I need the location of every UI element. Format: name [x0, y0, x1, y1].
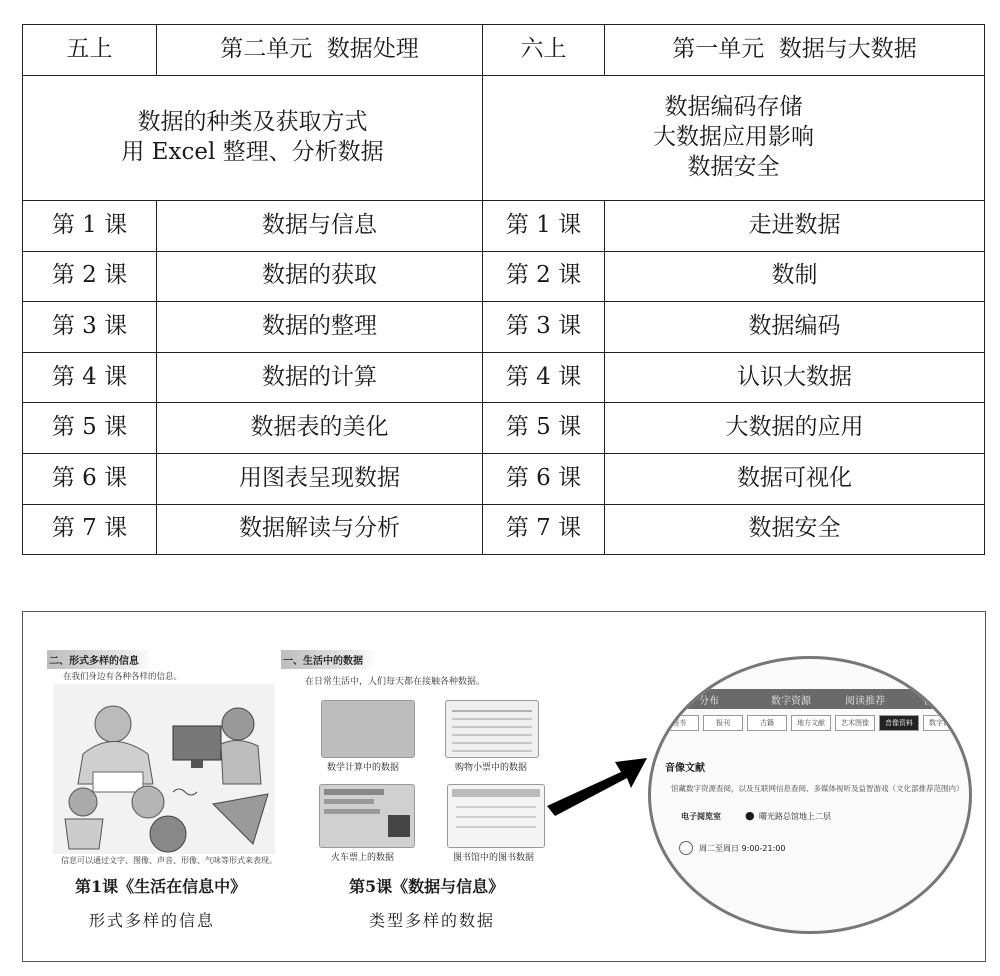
middle-subcaption: 类型多样的数据: [369, 911, 496, 930]
lesson-left-no: 第 4 课: [23, 352, 157, 403]
table-row: [23, 201, 985, 252]
table-row: [23, 251, 985, 302]
thumb-math: [321, 700, 415, 758]
middle-section-heading: 一、生活中的数据: [281, 650, 375, 669]
av-description: 馆藏数字资源查阅，以及互联网信息查阅、多媒体视听及益智游戏（文化部推荐范围内）: [671, 784, 964, 793]
lesson-left-no: 第 1 课: [23, 201, 157, 252]
topic-left-2: 用 Excel 整理、分析数据: [121, 139, 384, 165]
lesson-right-title: 数据安全: [605, 504, 985, 555]
curriculum-table: [22, 24, 985, 555]
topics-right: [483, 76, 985, 201]
lesson-right-no: 第 1 课: [483, 201, 605, 252]
left-intro-text: 在我们身边有各种各样的信息。: [63, 672, 183, 682]
left-caption: 第1课《生活在信息中》: [75, 877, 247, 896]
lesson-left-no: 第 2 课: [23, 251, 157, 302]
arrow-icon: [543, 750, 653, 820]
lesson-left-title: 数据的整理: [157, 302, 483, 353]
lesson-left-title: 用图表呈现数据: [157, 453, 483, 504]
clock-icon: [679, 841, 693, 855]
lesson-right-no: 第 7 课: [483, 504, 605, 555]
crumb-books: 图书: [659, 715, 699, 731]
crumb-ancient: 古籍: [747, 715, 787, 731]
table-row: [23, 302, 985, 353]
textbook-figure: [22, 611, 986, 962]
lesson-left-title: 数据的获取: [157, 251, 483, 302]
lesson-left-title: 数据表的美化: [157, 403, 483, 454]
lesson-right-title: 数据编码: [605, 302, 985, 353]
lesson-left-title: 数据的计算: [157, 352, 483, 403]
topic-row: [23, 76, 985, 201]
crumb-local: 地方文献: [791, 715, 831, 731]
nav-item-3: 阅读推荐: [845, 696, 885, 707]
nav-item-1: 分布: [699, 696, 719, 707]
nav-item-2: 数字资源: [771, 696, 811, 707]
table-header-row: [23, 25, 985, 76]
left-subcaption: 形式多样的信息: [89, 911, 216, 930]
lesson-right-no: 第 5 课: [483, 403, 605, 454]
unit-right: 第一单元 数据与大数据: [605, 25, 985, 76]
grade-left: 五上: [23, 25, 157, 76]
lesson-right-title: 数制: [605, 251, 985, 302]
topic-right-1: 数据编码存储: [664, 94, 803, 121]
site-nav-bar: [651, 689, 972, 709]
lesson-right-title: 认识大数据: [605, 352, 985, 403]
table-row: [23, 453, 985, 504]
thumb-caption-receipt: 购物小票中的数据: [455, 763, 528, 773]
room-name: 电子阅览室: [681, 812, 721, 821]
middle-intro-text: 在日常生活中，人们每天都在接触各种数据。: [305, 677, 486, 687]
thumb-receipt: [445, 700, 539, 758]
lesson-right-no: 第 2 课: [483, 251, 605, 302]
crumb-periodicals: 报刊: [703, 715, 743, 731]
thumb-library: [447, 784, 545, 848]
crumb-av: 音像资料: [879, 715, 919, 731]
lesson-right-no: 第 3 课: [483, 302, 605, 353]
thumb-train-ticket: [319, 784, 415, 848]
library-screen: [448, 785, 544, 847]
lesson-left-no: 第 7 课: [23, 504, 157, 555]
lesson-left-title: 数据解读与分析: [157, 504, 483, 555]
lesson-right-title: 大数据的应用: [605, 403, 985, 454]
topic-left-1: 数据的种类及获取方式: [137, 109, 368, 136]
opening-hours: 周二至周日 9:00-21:00: [699, 844, 786, 853]
receipt-lines: [446, 701, 538, 757]
middle-caption: 第5课《数据与信息》: [349, 877, 505, 896]
crumb-art: 艺术图像: [835, 715, 875, 731]
children-illustration: [53, 684, 275, 854]
crumb-digital: 数字资源: [923, 715, 963, 731]
grade-right: 六上: [483, 25, 605, 76]
lesson-left-title: 数据与信息: [157, 201, 483, 252]
zoomed-library-site: [648, 656, 972, 934]
thumb-caption-library: 图书馆中的图书数据: [453, 853, 535, 863]
lesson-right-no: 第 4 课: [483, 352, 605, 403]
left-section-heading: 二、形式多样的信息: [47, 650, 151, 669]
table-row: [23, 504, 985, 555]
unit-left: 第二单元 数据处理: [157, 25, 483, 76]
lesson-right-title: 走进数据: [605, 201, 985, 252]
room-location: 曙光路总馆地上二层: [759, 812, 831, 821]
lesson-right-no: 第 6 课: [483, 453, 605, 504]
lesson-left-no: 第 3 课: [23, 302, 157, 353]
location-pin-icon: ●: [745, 809, 755, 822]
table-row: [23, 352, 985, 403]
left-note-text: 信息可以通过文字、图像、声音、形像、气味等形式来表现。: [61, 856, 277, 865]
topics-left: [23, 76, 483, 201]
lesson-left-no: 第 5 课: [23, 403, 157, 454]
thumb-caption-math: 数学计算中的数据: [327, 763, 400, 773]
av-title: 音像文献: [665, 763, 705, 774]
lesson-left-no: 第 6 课: [23, 453, 157, 504]
lesson-right-title: 数据可视化: [605, 453, 985, 504]
table-row: [23, 403, 985, 454]
topic-right-2: 大数据应用影响: [653, 124, 814, 151]
topic-right-3: 数据安全: [687, 153, 780, 180]
ticket-graphic: [320, 785, 414, 847]
thumb-caption-ticket: 火车票上的数据: [331, 853, 395, 863]
nav-item-4: 在线: [923, 696, 943, 707]
